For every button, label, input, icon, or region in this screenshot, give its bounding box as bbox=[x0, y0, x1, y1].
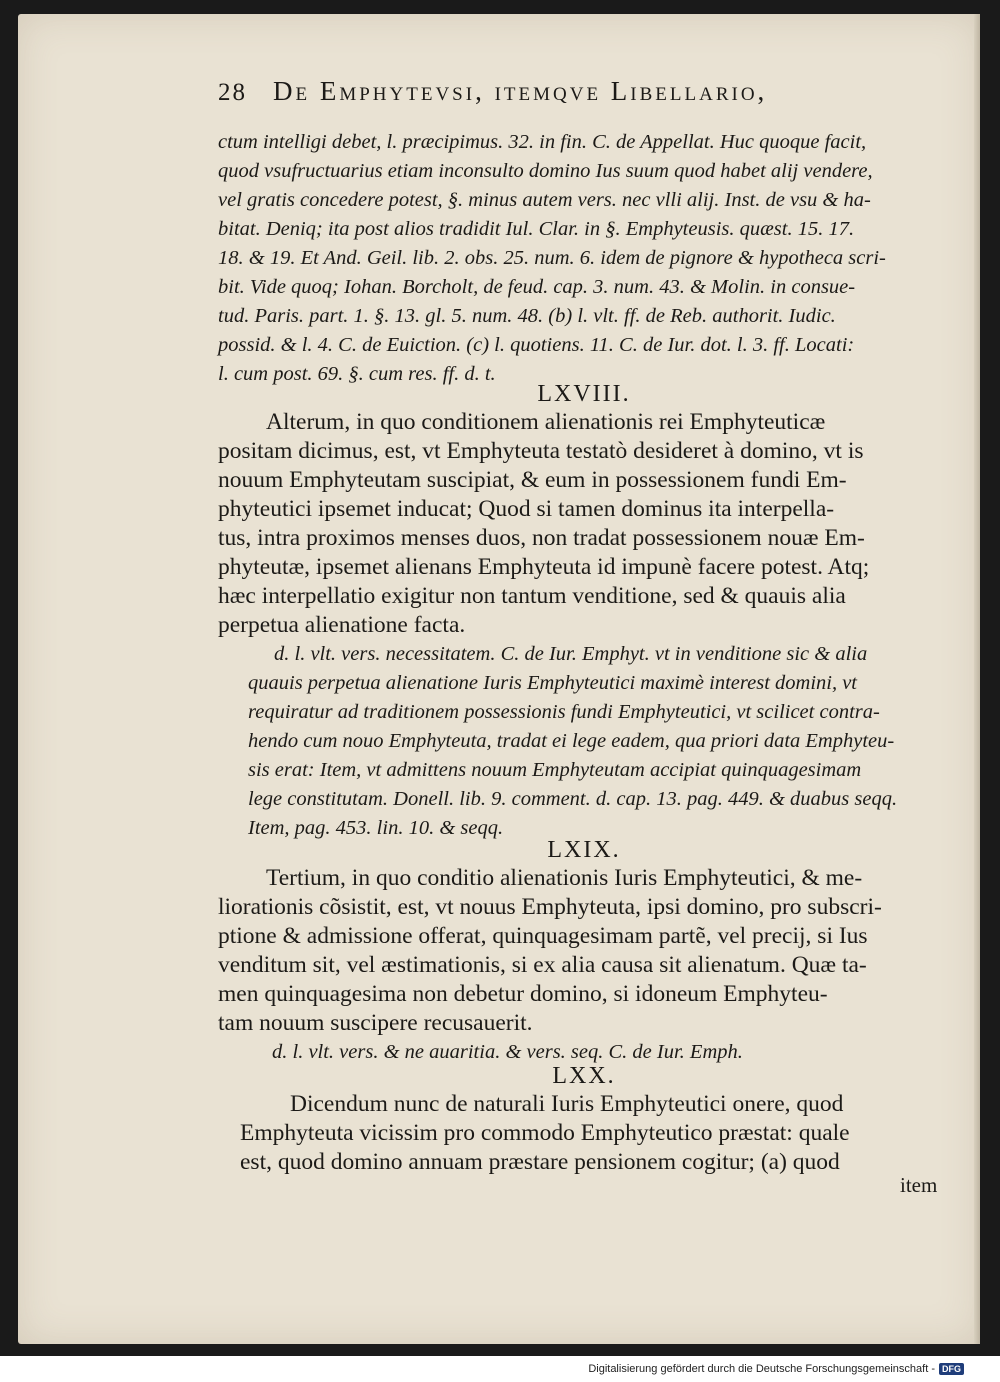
body-line: est, quod domino annuam præstare pensionem cogitur; (a) quod bbox=[240, 1149, 840, 1175]
page-header bbox=[218, 76, 898, 116]
body-line: Alterum, in quo conditionem alienationis rei Emphyteuticæ bbox=[266, 409, 826, 435]
body-line: nouum Emphyteutam suscipiat, & eum in possessionem fundi Em- bbox=[218, 467, 847, 493]
note-line: vel gratis concedere potest, §. minus autem vers. nec vlli alij. Inst. de vsu & ha- bbox=[218, 189, 871, 211]
section-numeral: LXIX. bbox=[547, 837, 621, 863]
note-line: tud. Paris. part. 1. §. 13. gl. 5. num. 48. (b) l. vlt. ff. de Reb. authorit. Iudic. bbox=[218, 305, 836, 327]
note-line: requiratur ad traditionem possessionis fundi Emphyteutici, vt scilicet contra- bbox=[248, 701, 880, 723]
body-line: tam nouum suscipere recusauerit. bbox=[218, 1010, 533, 1036]
section-68-notes bbox=[218, 640, 950, 843]
note-line: d. l. vlt. vers. & ne auaritia. & vers. seq. C. de Iur. Emph. bbox=[272, 1041, 743, 1063]
dfg-logo: DFG bbox=[939, 1363, 964, 1375]
body-line: positam dicimus, est, vt Emphyteuta testatò desideret à domino, vt is bbox=[218, 438, 864, 464]
body-line: liorationis cõsistit, est, vt nouus Emphyteuta, ipsi domino, pro subscri- bbox=[218, 894, 882, 920]
note-line: Item, pag. 453. lin. 10. & seqq. bbox=[248, 817, 504, 839]
body-line: Dicendum nunc de naturali Iuris Emphyteutici onere, quod bbox=[290, 1091, 844, 1117]
digitization-credit bbox=[588, 1363, 964, 1375]
section-numeral: LXVIII. bbox=[537, 381, 631, 407]
note-line: quauis perpetua alienatione Iuris Emphyteutici maximè interest domini, vt bbox=[248, 672, 858, 694]
footnotes-continued bbox=[218, 128, 950, 389]
body-line: ptione & admissione offerat, quinquagesimam partẽ, vel precij, si Ius bbox=[218, 923, 868, 949]
note-line: quod vsufructuarius etiam inconsulto domino Ius suum quod habet alij vendere, bbox=[218, 160, 873, 182]
note-line: l. cum post. 69. §. cum res. ff. d. t. bbox=[218, 363, 496, 385]
note-line: bitat. Deniq; ita post alios tradidit Iul. Clar. in §. Emphyteusis. quæst. 15. 17. bbox=[218, 218, 855, 240]
note-line: lege constitutam. Donell. lib. 9. comment. d. cap. 13. pag. 449. & duabus seqq. bbox=[248, 788, 898, 810]
body-line: tus, intra proximos menses duos, non tradat possessionem nouæ Em- bbox=[218, 525, 865, 551]
page-number: 28 bbox=[218, 79, 247, 106]
body-line: phyteutæ, ipsemet alienans Emphyteuta id impunè facere potest. Atq; bbox=[218, 554, 870, 580]
page-edge bbox=[974, 14, 980, 1344]
section-69 bbox=[218, 836, 950, 1067]
note-line: bit. Vide quoq; Iohan. Borcholt, de feud. cap. 3. num. 43. & Molin. in consue- bbox=[218, 276, 856, 298]
note-line: ctum intelligi debet, l. præcipimus. 32. in fin. C. de Appellat. Huc quoque facit, bbox=[218, 131, 867, 153]
body-line: perpetua alienatione facta. bbox=[218, 612, 466, 638]
body-line: phyteutici ipsemet inducat; Quod si tamen dominus ita interpella- bbox=[218, 496, 835, 522]
note-line: 18. & 19. Et And. Geil. lib. 2. obs. 25. num. 6. idem de pignore & hypotheca scri- bbox=[218, 247, 886, 269]
credit-text: Digitalisierung gefördert durch die Deutsche Forschungsgemeinschaft - bbox=[588, 1363, 935, 1375]
note-line: sis erat: Item, vt admittens nouum Emphyteutam accipiat quinquagesimam bbox=[248, 759, 862, 781]
catchword: item bbox=[900, 1173, 938, 1197]
body-line: Emphyteuta vicissim pro commodo Emphyteutico præstat: quale bbox=[240, 1120, 850, 1146]
note-line: possid. & l. 4. C. de Euiction. (c) l. quotiens. 11. C. de Iur. dot. l. 3. ff. Locati: bbox=[218, 334, 855, 356]
section-70 bbox=[218, 1062, 950, 1177]
body-line: Tertium, in quo conditio alienationis Iuris Emphyteutici, & me- bbox=[266, 865, 863, 891]
running-title: De Emphytevsi, itemqve Libellario, bbox=[273, 76, 768, 106]
section-numeral: LXX. bbox=[552, 1063, 616, 1089]
note-line: d. l. vlt. vers. necessitatem. C. de Iur. Emphyt. vt in venditione sic & alia bbox=[274, 643, 868, 665]
body-line: men quinquagesima non debetur domino, si idoneum Emphyteu- bbox=[218, 981, 828, 1007]
note-line: hendo cum nouo Emphyteuta, tradat ei lege eadem, qua priori data Emphyteu- bbox=[248, 730, 895, 752]
section-68 bbox=[218, 380, 950, 843]
body-line: hæc interpellatio exigitur non tantum venditione, sed & quauis alia bbox=[218, 583, 846, 609]
body-line: venditum sit, vel æstimationis, si ex alia causa sit alienatum. Quæ ta- bbox=[218, 952, 867, 978]
